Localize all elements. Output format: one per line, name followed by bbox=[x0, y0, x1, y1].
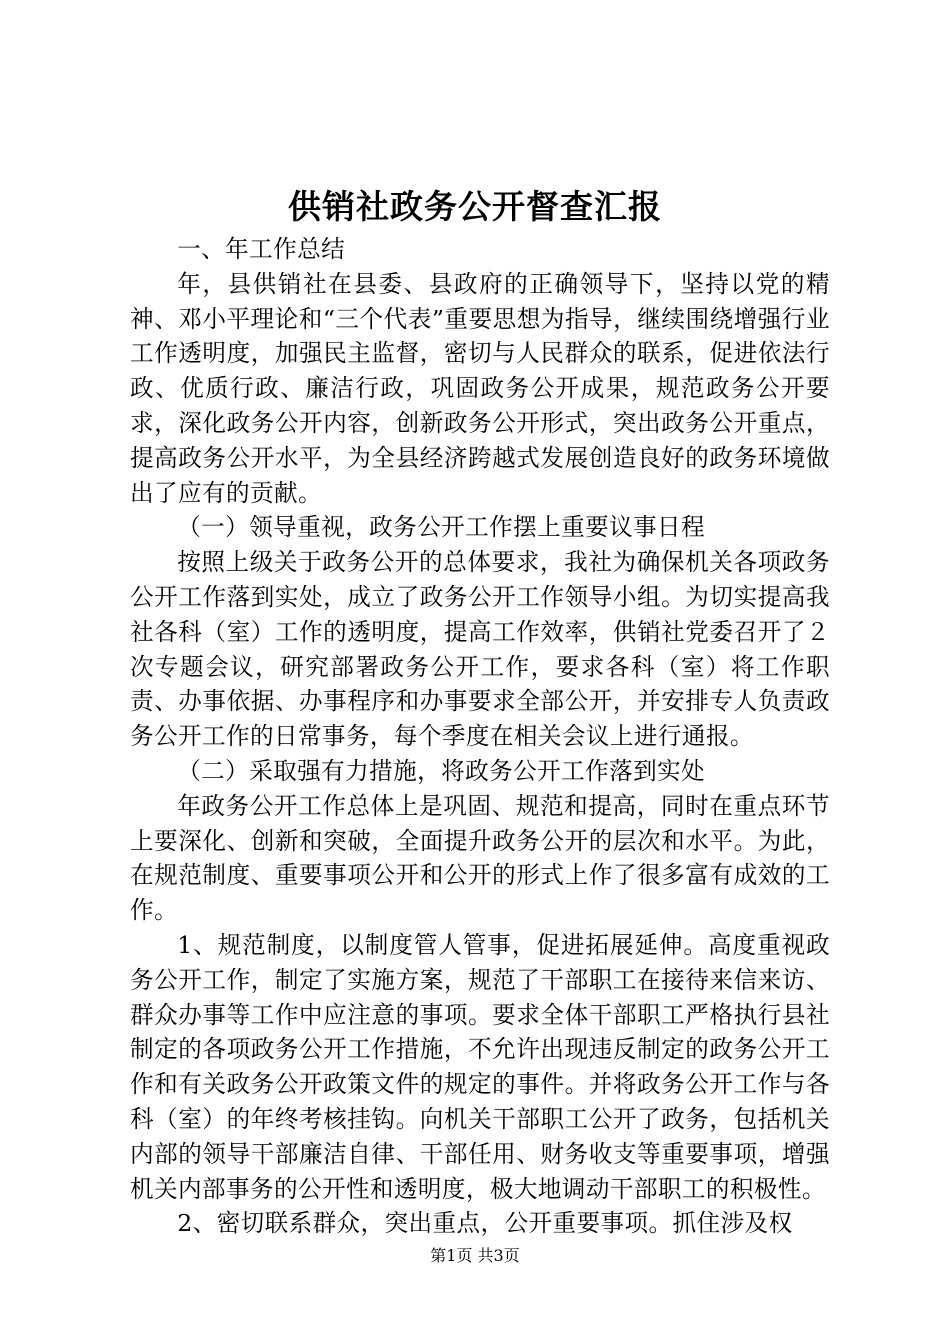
subsection-heading: （一）领导重视，政务公开工作摆上重要议事日程 bbox=[177, 513, 706, 542]
subsection-heading: （二）采取强有力措施，将政务公开工作落到实处 bbox=[177, 756, 706, 785]
paragraph: 年，县供销社在县委、县政府的正确领导下，坚持以党的精神、邓小平理论和“三个代表”重要思想为指导，继续围绕增强行业工作透明度，加强民主监督，密切与人民群众的联系，促进依法行政、优质行政、廉洁行政，巩固政务公开成果，规范政务公开要求，深化政务公开内容，创新政务公开形式，突出政务公开重点，提高政务公开水平，为全县经济跨越式发展创造良好的政务环境做出了应有的贡献。 bbox=[130, 269, 830, 507]
paragraph: 按照上级关于政务公开的总体要求，我社为确保机关各项政务公开工作落到实处，成立了政务公开工作领导小组。为切实提高我社各科（室）工作的透明度，提高工作效率，供销社党委召开了２次专题会议，研究部署政务公开工作，要求各科（室）将工作职责、办事依据、办事程序和办事要求全部公开，并安排专人负责政务公开工作的日常事务，每个季度在相关会议上进行通报。 bbox=[130, 548, 830, 751]
paragraph: 1、规范制度，以制度管人管事，促进拓展延伸。高度重视政务公开工作，制定了实施方案，规范了干部职工在接待来信来访、群众办事等工作中应注意的事项。要求全体干部职工严格执行县社制定的各项政务公开工作措施，不允许出现违反制定的政务公开工作和有关政务公开政策文件的规定的事件。并将政务公开工作与各科（室）的年终考核挂钩。向机关干部职工公开了政务，包括机关内部的领导干部廉洁自律、干部任用、财务收支等重要事项，增强机关内部事务的公开性和透明度，极大地调动干部职工的积极性。 bbox=[130, 930, 830, 1203]
document-title: 供销社政务公开督查汇报 bbox=[288, 187, 662, 226]
paragraph: 年政务公开工作总体上是巩固、规范和提高，同时在重点环节上要深化、创新和突破，全面提升政务公开的层次和水平。为此，在规范制度、重要事项公开和公开的形式上作了很多富有成效的工作。 bbox=[130, 791, 830, 925]
paragraph: 2、密切联系群众，突出重点，公开重要事项。抓住涉及权 bbox=[177, 1209, 793, 1238]
document-body bbox=[130, 232, 830, 1241]
section-heading: 一、年工作总结 bbox=[177, 235, 346, 263]
page-footer: 第1页 共3页 bbox=[430, 1246, 520, 1265]
